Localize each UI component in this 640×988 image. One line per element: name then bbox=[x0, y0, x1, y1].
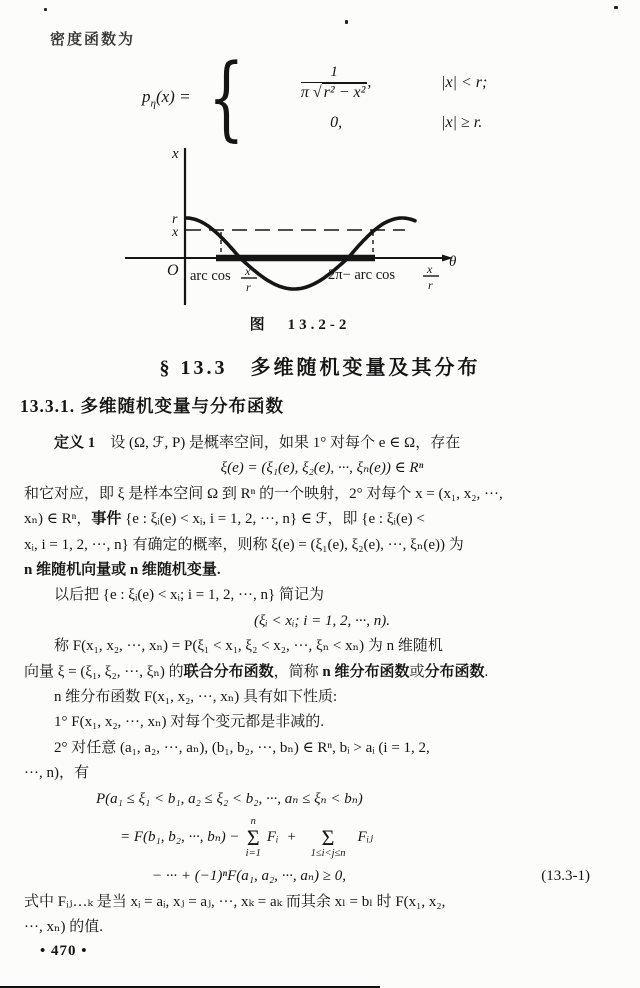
case2-value: 0, bbox=[330, 114, 343, 131]
paragraph-line: n 维分布函数 F(x₁, x₂, ···, xₙ) 具有如下性质: bbox=[54, 689, 338, 706]
tick-r-label: r bbox=[172, 212, 178, 227]
bold-term-joint-cdf: 联合分布函数 bbox=[183, 663, 274, 680]
scan-speck bbox=[614, 6, 618, 9]
case1-condition: |x| < r; bbox=[441, 74, 488, 91]
paragraph-line bbox=[24, 431, 620, 456]
left-brace: { bbox=[207, 44, 244, 151]
paragraph-line: 以后把 {e : ξᵢ(e) < xᵢ; i = 1, 2, ···, n} 简记为 bbox=[54, 587, 324, 604]
paragraph-line: ···, n)，有 bbox=[24, 765, 89, 782]
bold-term-cdf: 分布函数 bbox=[424, 663, 485, 680]
p-symbol: p bbox=[142, 86, 151, 106]
scan-speck bbox=[44, 8, 47, 11]
bold-term-event: 事件 bbox=[91, 511, 122, 528]
fraction-numerator: 1 bbox=[330, 64, 338, 80]
sqrt-symbol: √ bbox=[312, 84, 322, 101]
bold-term-n-dim-cdf: n 维分布函数 bbox=[322, 663, 410, 680]
bold-term-random-vector: n 维随机向量或 n 维随机变量. bbox=[24, 562, 221, 579]
plus-sign: + bbox=[286, 829, 297, 846]
scan-speck bbox=[345, 20, 348, 24]
paragraph-line: xᵢ, i = 1, 2, ···, n} 有确定的概率，则称 ξ(e) = (ξ₁(e), ξ₂(e), ···, ξₙ(e)) 为 bbox=[24, 536, 464, 553]
case2-condition: |x| ≥ r. bbox=[441, 114, 483, 131]
case1-value bbox=[257, 64, 415, 102]
sigma-symbol: Σ bbox=[246, 825, 260, 851]
equation-tail: − ··· + (−1)ⁿF(a₁, a₂, ···, aₙ) ≥ 0, bbox=[152, 868, 346, 885]
arccos-left-frac-num: x bbox=[245, 264, 251, 278]
sum-1 bbox=[246, 817, 261, 860]
pi-symbol: π bbox=[300, 84, 313, 101]
equation-number: (13.3-1) bbox=[541, 868, 590, 885]
theta-label: θ bbox=[449, 254, 457, 270]
subsection-title: 13.3.1. 多维随机变量与分布函数 bbox=[20, 396, 284, 416]
display-formula-xi: ξ(e) = (ξ₁(e), ξ₂(e), ···, ξₙ(e)) ∈ Rⁿ bbox=[220, 460, 424, 477]
sum-2-term: Fᵢⱼ bbox=[357, 829, 374, 846]
arccos-right-label: 2π− arc cos bbox=[328, 267, 396, 283]
paragraph-line: 称 F(x₁, x₂, ···, xₙ) = P(ξ₁ < x₁, ξ₂ < x₂, ···, ξₙ < xₙ) 为 n 维随机 bbox=[54, 638, 443, 655]
paragraph-line bbox=[24, 660, 620, 685]
fraction bbox=[301, 64, 368, 102]
formula-cases bbox=[257, 64, 487, 132]
text-segment: {e : ξᵢ(e) < xᵢ, i = 1, 2, ···, n} ∈ ℱ，即 {e : ξᵢ(e) < bbox=[121, 511, 425, 528]
density-formula bbox=[142, 44, 488, 151]
paragraph-line: ···, xₙ) 的值. bbox=[24, 918, 103, 935]
sum-1-upper-limit: n bbox=[250, 815, 256, 827]
text-segment: . bbox=[484, 663, 489, 680]
definition-label: 定义 1 bbox=[54, 435, 96, 451]
equation-line-3 bbox=[152, 864, 620, 889]
equation-line-2 bbox=[120, 812, 620, 864]
text-segment: 向量 ξ = (ξ₁, ξ₂, ···, ξₙ) 的 bbox=[24, 663, 184, 680]
text-segment: 或 bbox=[409, 663, 425, 680]
equation-line-1: P(a₁ ≤ ξ₁ < b₁, a₂ ≤ ξ₂ < b₂, ···, aₙ ≤ ξₙ < bₙ) bbox=[96, 790, 363, 807]
sum-2-lower-limit: 1≤i<j≤n bbox=[310, 848, 346, 860]
paragraph-line: 式中 Fᵢⱼ…ₖ 是当 xᵢ = aᵢ, xⱼ = aⱼ, ···, xₖ = aₖ 而其余 xₗ = bₗ 时 F(x₁, x₂, bbox=[24, 893, 446, 910]
definition-text: 设 (Ω, ℱ, P) 是概率空间，如果 1° 对每个 e ∈ Ω，存在 bbox=[95, 435, 461, 451]
property-2-line: 2° 对任意 (a₁, a₂, ···, aₙ), (b₁, b₂, ···, bₙ) ∈ Rⁿ, bᵢ > aᵢ (i = 1, 2, bbox=[54, 739, 430, 756]
figure-cosine-plot bbox=[112, 142, 572, 318]
lhs-rest: (x) = bbox=[155, 86, 191, 106]
origin-label: O bbox=[167, 262, 179, 279]
y-axis-label: x bbox=[172, 146, 179, 162]
property-1-line: 1° F(x₁, x₂, ···, xₙ) 对每个变元都是非减的. bbox=[54, 714, 325, 731]
display-formula-shorthand: (ξᵢ < xᵢ; i = 1, 2, ···, n). bbox=[254, 612, 390, 629]
arccos-left-label: arc cos bbox=[190, 268, 231, 284]
section-title: § 13.3 多维随机变量及其分布 bbox=[159, 357, 481, 379]
paragraph-line bbox=[24, 507, 620, 532]
sum-1-lower-limit: i=1 bbox=[245, 848, 261, 860]
fraction-denominator bbox=[301, 82, 368, 102]
arccos-right-frac-den: r bbox=[428, 278, 433, 292]
eta-subscript: η bbox=[150, 97, 156, 110]
arccos-right-frac-num: x bbox=[427, 262, 433, 276]
radicand: r² − x² bbox=[323, 84, 366, 101]
comma: , bbox=[367, 73, 372, 91]
tick-x-label: x bbox=[172, 225, 179, 240]
text-segment: ，简称 bbox=[273, 663, 323, 680]
body-text bbox=[24, 431, 620, 940]
equation-lead: = F(b₁, b₂, ···, bₙ) − bbox=[120, 829, 240, 846]
page-number: • 470 • bbox=[40, 943, 88, 959]
figure-caption: 图 13.2-2 bbox=[249, 317, 351, 333]
sum-1-term: Fᵢ bbox=[266, 829, 279, 846]
text-segment: xₙ) ∈ Rⁿ， bbox=[24, 511, 92, 528]
sigma-symbol: Σ bbox=[321, 825, 335, 851]
formula-lhs bbox=[142, 87, 191, 109]
arccos-left-frac-den: r bbox=[246, 280, 251, 294]
paragraph-line: 和它对应，即 ξ 是样本空间 Ω 到 Rⁿ 的一个映射，2° 对每个 x = (x₁, x₂, ···, bbox=[24, 485, 503, 502]
running-header: 密度函数为 bbox=[50, 32, 136, 48]
sum-2 bbox=[311, 817, 346, 860]
